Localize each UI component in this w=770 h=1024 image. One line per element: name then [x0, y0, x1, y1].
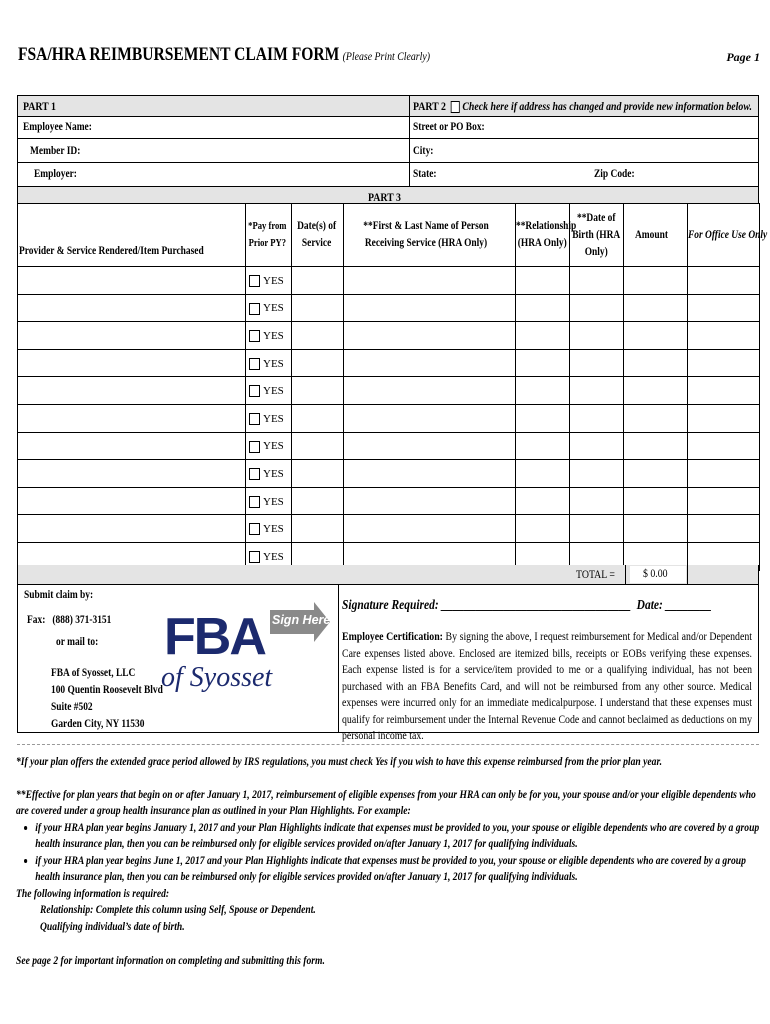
table-row [18, 349, 760, 377]
table-row [18, 432, 760, 460]
amount-cell[interactable] [624, 460, 688, 488]
dob-cell[interactable] [570, 432, 624, 460]
office-use-cell [688, 349, 760, 377]
form-title [18, 44, 520, 66]
logo-fba-text: FBA [164, 608, 265, 666]
pay-from-cell[interactable] [246, 267, 292, 295]
provider-cell[interactable] [18, 404, 246, 432]
address-line: 100 Quentin Roosevelt Blvd [51, 684, 163, 696]
part3-heading-bar [17, 186, 759, 204]
form-title-text: FSA/HRA REIMBURSEMENT CLAIM FORM [18, 44, 340, 65]
certification-text: By signing the above, I request reimbursement for Medical and/or Dependent Care expenses listed above. Enclosed are itemized bills, receipts or EOBs verifying these expenses. Each expense listed is for a service/item provided to me or a qualifying individual, has not been purchased with an FBA Benefits Card, and will not be reimbursed from any other source. Medical expenses were incurred only for an immediate medicalpurpose. I understand that these expenses must qualify for reimbursement under the Internal Revenue Code and cannot beclaimed as deductions on my personal income tax. [342, 629, 753, 742]
dob-note: Qualifying individual’s date of birth. [40, 918, 185, 933]
address-line: Suite #502 [51, 701, 93, 713]
relationship-cell[interactable] [516, 432, 570, 460]
col-provider: Provider & Service Rendered/Item Purchased [18, 204, 246, 267]
yes-label: YES [263, 302, 284, 315]
footnote-example-item: • if your HRA plan year begins January 1, 2017 and your Plan Highlights indicate that expenses must be provided to you, your spouse or eligible dependents who are covered by a group health insurance plan, then you can be reimbursed only for eligible services provided on/after January 1, 2017 for qualifying individuals. [35, 819, 760, 852]
pay-from-prior-checkbox[interactable] [249, 358, 260, 370]
table-row [18, 294, 760, 322]
part3-heading: PART 3 [367, 190, 401, 204]
dob-cell[interactable] [570, 460, 624, 488]
amount-cell[interactable] [624, 294, 688, 322]
dob-cell[interactable] [570, 487, 624, 515]
logo-syosset-text: of Syosset [161, 662, 273, 693]
col-dates: Date(s) of Service [292, 204, 344, 267]
dates-cell[interactable] [292, 267, 344, 295]
address-changed-checkbox[interactable] [451, 101, 460, 113]
dob-cell[interactable] [570, 294, 624, 322]
pay-from-prior-checkbox[interactable] [249, 468, 260, 480]
pay-from-cell[interactable] [246, 377, 292, 405]
relationship-cell[interactable] [516, 267, 570, 295]
address-changed-label: Check here if address has changed and provide new information below. [462, 99, 752, 113]
fax-line: Fax: (888) 371-3151 [27, 614, 112, 626]
provider-cell[interactable] [18, 377, 246, 405]
amount-cell[interactable] [624, 377, 688, 405]
fax-number: (888) 371-3151 [52, 614, 112, 626]
footnote-example-item: • if your HRA plan year begins June 1, 2017 and your Plan Highlights indicate that expenses must be provided to you, your spouse or eligible dependents who are covered by a group health insurance plan, then you can be reimbursed only for eligible services provided on/after January 1, 2017 for qualifying individuals. [35, 852, 760, 885]
amount-cell[interactable] [624, 322, 688, 350]
pay-from-cell[interactable] [246, 515, 292, 543]
total-divider [625, 565, 626, 584]
pay-from-prior-checkbox[interactable] [249, 496, 260, 508]
name-cell[interactable] [344, 487, 516, 515]
state-label: State: [413, 168, 437, 180]
office-use-cell [688, 294, 760, 322]
city-label: City: [413, 145, 434, 157]
dob-cell[interactable] [570, 322, 624, 350]
sign-here-label: Sign Here [272, 613, 331, 627]
col-dob: **Date of Birth (HRA Only) [570, 204, 624, 267]
name-cell[interactable] [344, 267, 516, 295]
dob-cell[interactable] [570, 404, 624, 432]
member-id-label: Member ID: [30, 145, 81, 157]
dates-cell[interactable] [292, 432, 344, 460]
relationship-note: Relationship: Complete this column using Self, Spouse or Dependent. [40, 902, 316, 916]
yes-label: YES [263, 329, 284, 342]
relationship-cell[interactable] [516, 487, 570, 515]
footnote-hra-effective: **Effective for plan years that begin on or after January 1, 2017, reimbursement of eligible expenses from your HRA can only be for you, your spouse and/or your eligible dependents who are covered under a group health insurance plan as outlined in your Plan Highlights. For example: [16, 786, 756, 817]
pay-from-cell[interactable] [246, 349, 292, 377]
office-use-cell [688, 322, 760, 350]
dates-cell[interactable] [292, 349, 344, 377]
table-row [18, 515, 760, 543]
provider-cell[interactable] [18, 460, 246, 488]
expense-table [17, 203, 768, 571]
footnote-grace-period: *If your plan offers the extended grace period allowed by IRS regulations, you must check Yes if you wish to have this expense reimbursed from the prior plan year. [16, 754, 663, 768]
office-use-cell [688, 432, 760, 460]
pay-from-prior-checkbox[interactable] [249, 551, 260, 563]
table-row [18, 487, 760, 515]
table-row [18, 267, 760, 295]
relationship-cell[interactable] [516, 460, 570, 488]
office-use-cell [688, 515, 760, 543]
yes-label: YES [263, 523, 284, 536]
dates-cell[interactable] [292, 404, 344, 432]
provider-cell[interactable] [18, 294, 246, 322]
office-use-cell [688, 377, 760, 405]
pay-from-cell[interactable] [246, 404, 292, 432]
row-line [18, 138, 758, 139]
dates-cell[interactable] [292, 460, 344, 488]
relationship-cell[interactable] [516, 322, 570, 350]
table-header-row [18, 204, 760, 267]
relationship-cell[interactable] [516, 349, 570, 377]
pay-from-prior-checkbox[interactable] [249, 385, 260, 397]
amount-cell[interactable] [624, 432, 688, 460]
yes-label: YES [263, 440, 284, 453]
fba-logo [161, 608, 273, 707]
pay-from-prior-checkbox[interactable] [249, 275, 260, 287]
or-mail-label: or mail to: [56, 636, 99, 648]
yes-label: YES [263, 495, 284, 508]
address-line: Garden City, NY 11530 [51, 718, 145, 730]
table-row [18, 322, 760, 350]
employer-label: Employer: [34, 168, 77, 180]
signature-box [338, 585, 759, 742]
dates-cell[interactable] [292, 322, 344, 350]
col-pay-from: *Pay from Prior PY? [246, 204, 292, 267]
amount-cell[interactable] [624, 267, 688, 295]
amount-cell[interactable] [624, 349, 688, 377]
col-amount: Amount [624, 204, 688, 267]
relationship-cell[interactable] [516, 404, 570, 432]
pay-from-prior-checkbox[interactable] [249, 330, 260, 342]
part2-heading: PART 2 Check here if address has changed and provide new information below. [413, 99, 752, 113]
form-subtitle: (Please Print Clearly) [342, 49, 431, 63]
parts-divider [409, 96, 410, 186]
total-divider [687, 565, 688, 584]
street-label: Street or PO Box: [413, 121, 485, 133]
pay-from-cell[interactable] [246, 432, 292, 460]
form-header [18, 42, 760, 72]
yes-label: YES [263, 385, 284, 398]
col-office-use: For Office Use Only [688, 204, 760, 267]
pay-from-prior-checkbox[interactable] [249, 413, 260, 425]
amount-cell[interactable] [624, 487, 688, 515]
pay-from-cell[interactable] [246, 294, 292, 322]
total-label: TOTAL = [576, 567, 615, 581]
footnotes [16, 753, 760, 969]
dob-cell[interactable] [570, 267, 624, 295]
row-line [18, 162, 758, 163]
amount-cell[interactable] [624, 515, 688, 543]
table-row [18, 460, 760, 488]
table-row [18, 377, 760, 405]
signature-required-label: Signature Required: _________________________________ [342, 598, 631, 613]
provider-cell[interactable] [18, 349, 246, 377]
provider-cell[interactable] [18, 432, 246, 460]
submit-heading: Submit claim by: [24, 589, 94, 601]
name-cell[interactable] [344, 349, 516, 377]
pay-from-cell[interactable] [246, 487, 292, 515]
address-line: FBA of Syosset, LLC [51, 667, 136, 679]
dates-cell[interactable] [292, 487, 344, 515]
name-cell[interactable] [344, 460, 516, 488]
name-cell[interactable] [344, 515, 516, 543]
amount-cell[interactable] [624, 404, 688, 432]
name-cell[interactable] [344, 432, 516, 460]
provider-cell[interactable] [18, 322, 246, 350]
total-value: $ 0.00 [630, 566, 686, 583]
provider-cell[interactable] [18, 267, 246, 295]
required-info-heading: The following information is required: [16, 885, 170, 900]
col-first-last: **First & Last Name of Person Receiving Service (HRA Only) [344, 204, 516, 267]
separator-line [17, 744, 759, 745]
dob-cell[interactable] [570, 349, 624, 377]
dates-cell[interactable] [292, 377, 344, 405]
employee-certification [342, 628, 752, 744]
col-relationship: **Relationship (HRA Only) [516, 204, 570, 267]
yes-label: YES [263, 357, 284, 370]
page-number: Page 1 [726, 50, 760, 64]
yes-label: YES [263, 550, 284, 563]
pay-from-cell[interactable] [246, 322, 292, 350]
signature-date-label: Date: ________ [636, 598, 712, 613]
parts-1-2-box [17, 95, 759, 187]
footnote-examples [16, 819, 760, 885]
part1-heading: PART 1 [23, 99, 56, 113]
dob-cell[interactable] [570, 515, 624, 543]
employee-name-label: Employee Name: [23, 121, 92, 133]
office-use-cell [688, 460, 760, 488]
name-cell[interactable] [344, 404, 516, 432]
see-page2-note: See page 2 for important information on completing and submitting this form. [16, 953, 325, 967]
zip-label: Zip Code: [594, 168, 635, 180]
office-use-cell [688, 487, 760, 515]
sign-here-arrow [270, 602, 330, 642]
pay-from-prior-checkbox[interactable] [249, 523, 260, 535]
relationship-cell[interactable] [516, 294, 570, 322]
yes-label: YES [263, 274, 284, 287]
table-row [18, 404, 760, 432]
provider-cell[interactable] [18, 487, 246, 515]
office-use-cell [688, 404, 760, 432]
signature-line[interactable] [342, 598, 770, 614]
name-cell[interactable] [344, 322, 516, 350]
dob-cell[interactable] [570, 377, 624, 405]
name-cell[interactable] [344, 294, 516, 322]
dates-cell[interactable] [292, 294, 344, 322]
provider-cell[interactable] [18, 515, 246, 543]
office-use-cell [688, 267, 760, 295]
yes-label: YES [263, 467, 284, 480]
relationship-cell[interactable] [516, 377, 570, 405]
name-cell[interactable] [344, 377, 516, 405]
pay-from-cell[interactable] [246, 460, 292, 488]
relationship-cell[interactable] [516, 515, 570, 543]
pay-from-prior-checkbox[interactable] [249, 441, 260, 453]
pay-from-prior-checkbox[interactable] [249, 303, 260, 315]
total-row [17, 565, 759, 585]
yes-label: YES [263, 412, 284, 425]
certification-heading: Employee Certification: [342, 629, 443, 643]
dates-cell[interactable] [292, 515, 344, 543]
